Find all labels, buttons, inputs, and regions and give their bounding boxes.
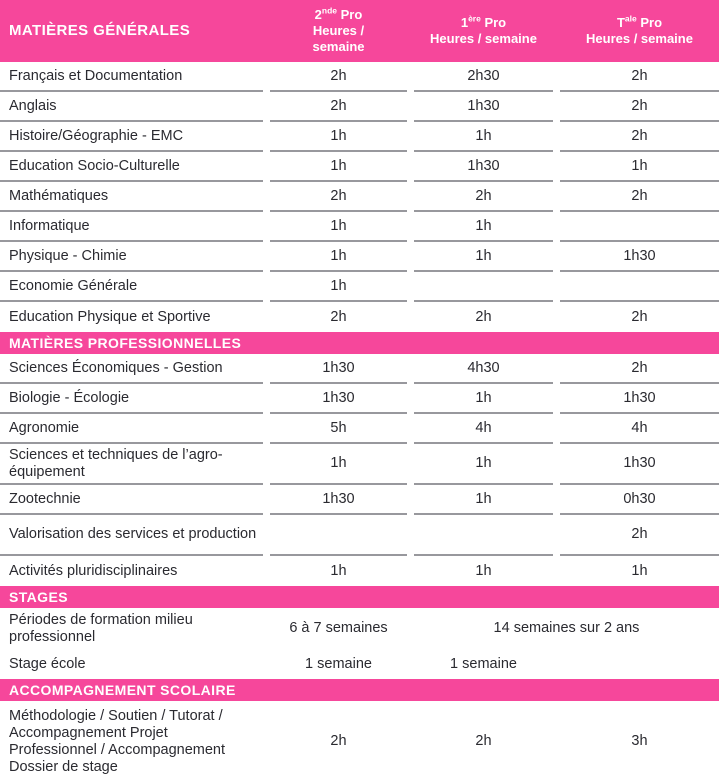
- duration-value: 1 semaine: [450, 655, 517, 672]
- unit-line: Heures / semaine: [586, 31, 693, 46]
- grade-number: 1: [460, 15, 469, 30]
- column-header-1ere-pro: [414, 0, 553, 62]
- grade-line: [312, 7, 364, 23]
- hours-value: 1h: [330, 562, 347, 579]
- hours-value: 2h: [560, 182, 719, 212]
- hours-value: 1h30: [414, 92, 553, 122]
- duration-value: 1 semaine: [305, 655, 372, 672]
- hours-value: 1h: [414, 485, 553, 515]
- hours-value: 1h: [414, 242, 553, 272]
- grade-suffix: Pro: [337, 7, 363, 22]
- column-header-text: [430, 15, 537, 47]
- table-row: [0, 122, 719, 152]
- hours-value: 2h: [330, 308, 347, 325]
- subject-label: Méthodologie / Soutien / Tutorat / Accompagnement Projet Professionnel / Accompagnement Dossier de stage: [9, 707, 226, 775]
- hours-value: 1h: [475, 562, 492, 579]
- grade-superscript: nde: [321, 5, 338, 16]
- duration-value-merged: 14 semaines sur 2 ans: [493, 620, 640, 636]
- hours-value: 2h: [270, 182, 407, 212]
- table-row: [0, 444, 719, 485]
- hours-value: [414, 272, 553, 302]
- table-row: [0, 212, 719, 242]
- hours-value: 2h: [560, 122, 719, 152]
- subject-label: Valorisation des services et production: [0, 515, 263, 556]
- subject-label: Sciences et techniques de l’agro-équipement: [0, 444, 263, 485]
- unit-line: semaine: [312, 39, 365, 54]
- subject-label: Mathématiques: [0, 182, 263, 212]
- hours-value: 5h: [270, 414, 407, 444]
- hours-value: 1h30: [270, 384, 407, 414]
- grade-superscript: ère: [468, 13, 481, 24]
- hours-value: 2h: [560, 354, 719, 384]
- section-header-stages: STAGES: [0, 586, 719, 608]
- hours-value: 1h: [414, 444, 553, 485]
- subject-label: Histoire/Géographie - EMC: [0, 122, 263, 152]
- hours-value: 2h: [631, 308, 648, 325]
- hours-value: 2h: [330, 733, 347, 749]
- hours-value: 2h: [475, 308, 492, 325]
- table-row: [0, 152, 719, 182]
- table-row: [0, 414, 719, 444]
- column-header-2nde-pro: [270, 0, 407, 62]
- table-row: [0, 242, 719, 272]
- hours-value: 1h30: [270, 354, 407, 384]
- hours-value: 1h30: [560, 444, 719, 485]
- hours-value: [560, 212, 719, 242]
- hours-value: 4h: [414, 414, 553, 444]
- column-header-text: [312, 7, 364, 55]
- hours-value: 1h: [270, 122, 407, 152]
- section-title-matieres-generales: MATIÈRES GÉNÉRALES: [9, 22, 191, 39]
- subject-label: Education Socio-Culturelle: [0, 152, 263, 182]
- hours-value: 1h30: [270, 485, 407, 515]
- hours-value: 1h: [414, 384, 553, 414]
- hours-value: 2h: [270, 92, 407, 122]
- subject-label: Zootechnie: [0, 485, 263, 515]
- grade-suffix: Pro: [480, 15, 507, 30]
- table-row: [0, 608, 719, 649]
- hours-value: 2h: [560, 92, 719, 122]
- grade-number: T: [616, 15, 625, 30]
- hours-value: 1h: [414, 122, 553, 152]
- hours-value: 1h30: [560, 384, 719, 414]
- grade-line: [586, 15, 693, 31]
- grade-line: [430, 15, 537, 31]
- hours-value: 1h: [414, 212, 553, 242]
- hours-value: 2h30: [414, 62, 553, 92]
- hours-value: 1h: [631, 562, 648, 579]
- hours-value: [414, 515, 553, 556]
- duration-value: 6 à 7 semaines: [289, 620, 388, 636]
- hours-value: 1h: [270, 272, 407, 302]
- hours-value: 2h: [560, 62, 719, 92]
- subject-label: Anglais: [0, 92, 263, 122]
- hours-value: 2h: [560, 515, 719, 556]
- subject-label: Biologie - Écologie: [0, 384, 263, 414]
- hours-value: 3h: [631, 733, 648, 749]
- section-header-accompagnement-scolaire: ACCOMPAGNEMENT SCOLAIRE: [0, 679, 719, 701]
- hours-value: 2h: [270, 62, 407, 92]
- hours-value: 1h: [270, 444, 407, 485]
- column-header-text: [586, 15, 693, 47]
- hours-value: [270, 515, 407, 556]
- grade-superscript: ale: [624, 13, 637, 24]
- subject-label: Agronomie: [0, 414, 263, 444]
- table-row: [0, 515, 719, 556]
- subject-label: Périodes de formation milieu professionnel: [9, 611, 193, 645]
- duration-value: [560, 649, 719, 679]
- hours-value: 1h: [270, 212, 407, 242]
- column-header-tale-pro: [560, 0, 719, 62]
- table-row: [0, 354, 719, 384]
- hours-value: 0h30: [560, 485, 719, 515]
- subject-label: Stage école: [9, 655, 86, 672]
- hours-value: [560, 272, 719, 302]
- hours-value: 2h: [475, 733, 492, 749]
- grade-suffix: Pro: [636, 15, 663, 30]
- hours-value: 1h30: [414, 152, 553, 182]
- subject-label: Education Physique et Sportive: [9, 308, 211, 325]
- hours-value: 1h: [560, 152, 719, 182]
- table-row: [0, 485, 719, 515]
- unit-line: Heures /: [312, 23, 365, 38]
- subject-label: Activités pluridisciplinaires: [9, 562, 178, 579]
- table-header: [0, 0, 719, 62]
- subject-label: Physique - Chimie: [0, 242, 263, 272]
- subject-label: Sciences Économiques - Gestion: [0, 354, 263, 384]
- table-row: [0, 701, 719, 782]
- table-row: [0, 182, 719, 212]
- table-row: [0, 92, 719, 122]
- table-row: [0, 62, 719, 92]
- table-row: [0, 302, 719, 332]
- hours-value: 4h: [560, 414, 719, 444]
- table-row: [0, 556, 719, 586]
- section-header-matieres-professionnelles: MATIÈRES PROFESSIONNELLES: [0, 332, 719, 354]
- unit-line: Heures / semaine: [430, 31, 537, 46]
- table-row: [0, 272, 719, 302]
- hours-value: 2h: [414, 182, 553, 212]
- table-row: [0, 649, 719, 679]
- hours-value: 4h30: [414, 354, 553, 384]
- table-row: [0, 384, 719, 414]
- grade-number: 2: [314, 7, 322, 22]
- hours-value: 1h: [270, 152, 407, 182]
- hours-value: 1h: [270, 242, 407, 272]
- hours-value: 1h30: [560, 242, 719, 272]
- subject-label: Economie Générale: [0, 272, 263, 302]
- subject-label: Informatique: [0, 212, 263, 242]
- subject-label: Français et Documentation: [0, 62, 263, 92]
